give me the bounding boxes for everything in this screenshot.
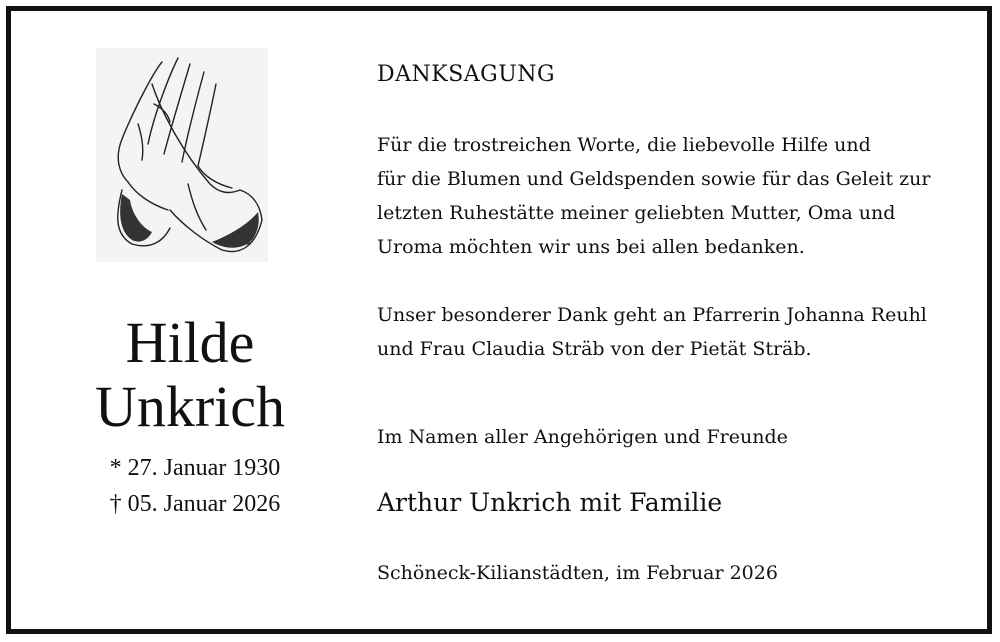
special-thanks-paragraph [377, 298, 977, 366]
notice-heading: DANKSAGUNG [377, 62, 556, 87]
birth-date: * 27. Januar 1930 [109, 455, 281, 481]
text-line: Für die trostreichen Worte, die liebevolle Hilfe und [377, 134, 871, 156]
text-line: und Frau Claudia Sträb von der Pietät Sträb. [377, 338, 812, 360]
place-and-date: Schöneck-Kilianstädten, im Februar 2026 [377, 562, 778, 584]
text-line: letzten Ruhestätte meiner geliebten Mutter, Oma und [377, 202, 896, 224]
family-signature: Arthur Unkrich mit Familie [377, 488, 723, 517]
deceased-last-name: Unkrich [94, 374, 286, 439]
death-date: † 05. Januar 2026 [109, 491, 281, 517]
text-line: Unser besonderer Dank geht an Pfarrerin Johanna Reuhl [377, 304, 927, 326]
on-behalf-line: Im Namen aller Angehörigen und Freunde [377, 426, 788, 448]
text-line: für die Blumen und Geldspenden sowie für das Geleit zur [377, 168, 931, 190]
thanks-paragraph [377, 128, 977, 264]
text-line: Uroma möchten wir uns bei allen bedanken. [377, 236, 805, 258]
praying-hands-icon [92, 44, 272, 266]
deceased-first-name: Hilde [125, 310, 255, 375]
